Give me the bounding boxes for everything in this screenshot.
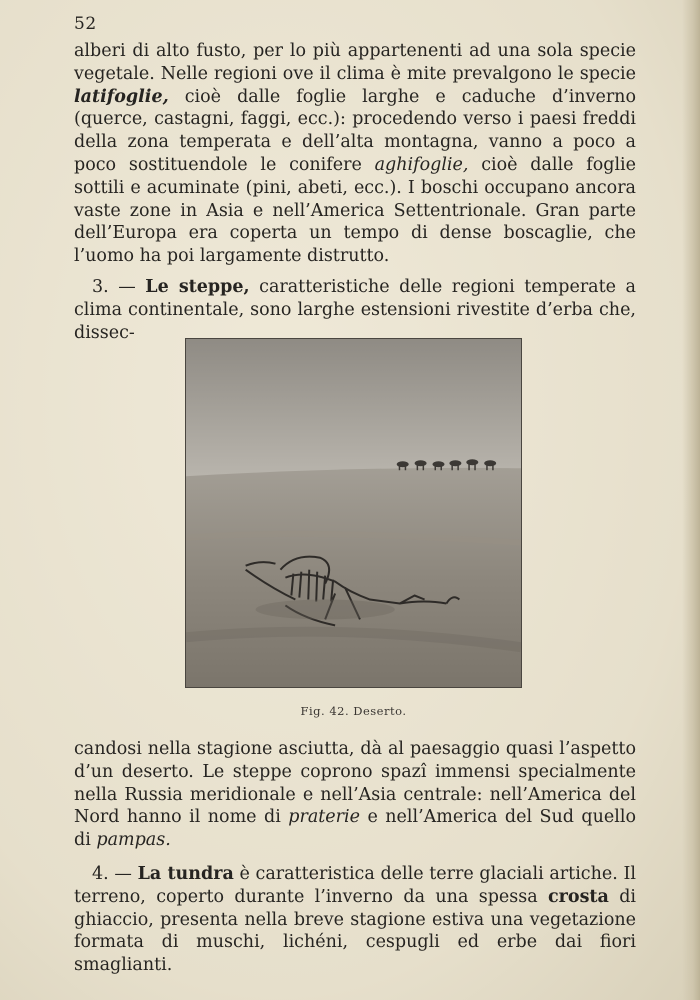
term-steppe: Le steppe,	[145, 277, 250, 297]
p1-text-2: cioè dalle foglie larghe e caduche d’inverno (querce, castagni, faggi, ecc.): procedendo verso i paesi freddi della zona temperata e dell’alta montagna, vanno a poco a poco sostituendole le conifere	[74, 86, 636, 175]
p4-text-1: La	[137, 864, 168, 884]
page-number: 52	[74, 14, 97, 34]
term-latifoglie: latifoglie,	[74, 86, 169, 107]
page-edge	[682, 0, 700, 1000]
figure-caption: Fig. 42. Deserto.	[300, 704, 407, 718]
term-crosta: crosta	[548, 886, 609, 907]
p4-text-3: di ghiaccio, presenta nella breve stagione estiva una vegetazione formata di muschi, lichéni, cespugli ed erbe dai fiori smaglianti.	[74, 886, 636, 976]
paragraph-steppes	[74, 276, 636, 344]
p3-text-2: e nell’America del Sud quello di	[74, 807, 636, 851]
term-pampas: pampas.	[96, 830, 171, 851]
desert-photo	[185, 338, 522, 688]
term-tundra: tundra	[167, 864, 234, 884]
paragraph-forests	[74, 40, 636, 268]
p1-text-3: cioè dalle foglie sottili e acuminate (pini, abeti, ecc.). I boschi occupano ancora vaste zone in Asia e nell’America Settentrionale. Gran parte dell’Europa era coperta un tempo di dense boscaglie, che l’uomo ha poi largamente distrutto.	[74, 154, 636, 267]
p4-number: 4. —	[92, 864, 138, 884]
term-praterie: praterie	[288, 807, 360, 828]
desert-illustration	[186, 339, 521, 687]
paragraph-tundra	[74, 863, 636, 977]
p1-text-1: alberi di alto fusto, per lo più appartenenti ad una sola specie vegetale. Nelle regioni ove il clima è mite prevalgono le specie	[74, 41, 636, 84]
p2-number: 3. —	[92, 277, 146, 297]
p2-text: caratteristiche delle regioni temperate a clima continentale, sono larghe estensioni rivestite d’erba che, dissec-	[74, 277, 636, 343]
term-aghifoglie: aghifoglie,	[374, 154, 469, 175]
p3-text-1: candosi nella stagione asciutta, dà al paesaggio quasi l’aspetto d’un deserto. Le steppe coprono spazî immensi specialmente nella Russia meridionale e nell’Asia centrale: nell’America del Nord hanno il nome di	[74, 739, 636, 828]
p4-text-2: è caratteristica delle terre glaciali artiche. Il terreno, coperto durante l’inverno da una spessa	[74, 864, 636, 907]
paragraph-steppes-cont	[74, 738, 636, 852]
